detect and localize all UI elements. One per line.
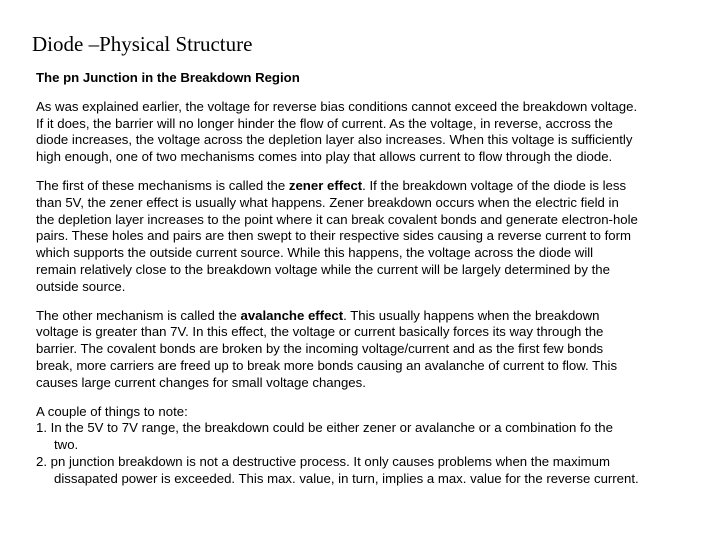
text-line: [36, 178, 718, 195]
term-zener-effect: zener effect: [288, 177, 363, 193]
slide-body: [36, 70, 718, 500]
text-span: The first of these mechanisms is called the: [36, 177, 289, 193]
notes-list: [36, 404, 718, 488]
text-line: pairs. These holes and pairs are then swept to their respective sides causing a reverse current to form: [36, 228, 631, 244]
term-avalanche-effect: avalanche effect: [240, 307, 344, 323]
text-line: voltage is greater than 7V. In this effect, the voltage or current basically forces its way through the: [36, 324, 604, 340]
text-line: which supports the outside current source. While this happens, the voltage across the diode will: [36, 245, 594, 261]
slide-title: Diode –Physical Structure: [32, 32, 253, 56]
text-line: barrier. The covalent bonds are broken by the incoming voltage/current and as the first few bonds: [36, 341, 604, 357]
text-line: outside source.: [36, 278, 126, 294]
notes-intro: A couple of things to note:: [36, 403, 188, 419]
text-line: As was explained earlier, the voltage for reverse bias conditions cannot exceed the breakdown voltage.: [36, 98, 638, 114]
note-item-2: 2. pn junction breakdown is not a destructive process. It only causes problems when the maximum: [36, 453, 610, 469]
text-line: If it does, the barrier will no longer hinder the flow of current. As the voltage, in reverse, accross the: [36, 115, 613, 131]
text-line: the depletion layer increases to the point where it can break covalent bonds and generate electron-hole: [36, 211, 638, 227]
note-item-1: 1. In the 5V to 7V range, the breakdown could be either zener or avalanche or a combination fo the: [36, 420, 613, 436]
paragraph-avalanche-effect: [36, 308, 718, 392]
paragraph-breakdown-intro: [36, 99, 718, 166]
section-heading: The pn Junction in the Breakdown Region: [36, 70, 300, 85]
text-line: diode increases, the voltage across the depletion layer also increases. When this voltage is sufficiently: [36, 132, 633, 148]
text-line: [36, 308, 718, 325]
text-line: causes large current changes for small voltage changes.: [36, 374, 366, 390]
note-item-1-continued: two.: [54, 437, 79, 453]
text-line: high enough, one of two mechanisms comes into play that allows current to flow through the diode.: [36, 149, 613, 165]
text-span: The other mechanism is called the: [36, 307, 241, 323]
paragraph-zener-effect: [36, 178, 718, 296]
text-span: . This usually happens when the breakdown: [343, 307, 600, 323]
text-line: remain relatively close to the breakdown voltage while the current will be largely determined by the: [36, 261, 610, 277]
text-line: break, more carriers are freed up to break more bonds causing an avalanche of current to flow. This: [36, 357, 618, 373]
note-item-2-continued: dissapated power is exceeded. This max. value, in turn, implies a max. value for the reverse current.: [54, 470, 639, 486]
text-line: than 5V, the zener effect is usually what happens. Zener breakdown occurs when the electric field in: [36, 194, 619, 210]
text-span: . If the breakdown voltage of the diode is less: [362, 177, 627, 193]
